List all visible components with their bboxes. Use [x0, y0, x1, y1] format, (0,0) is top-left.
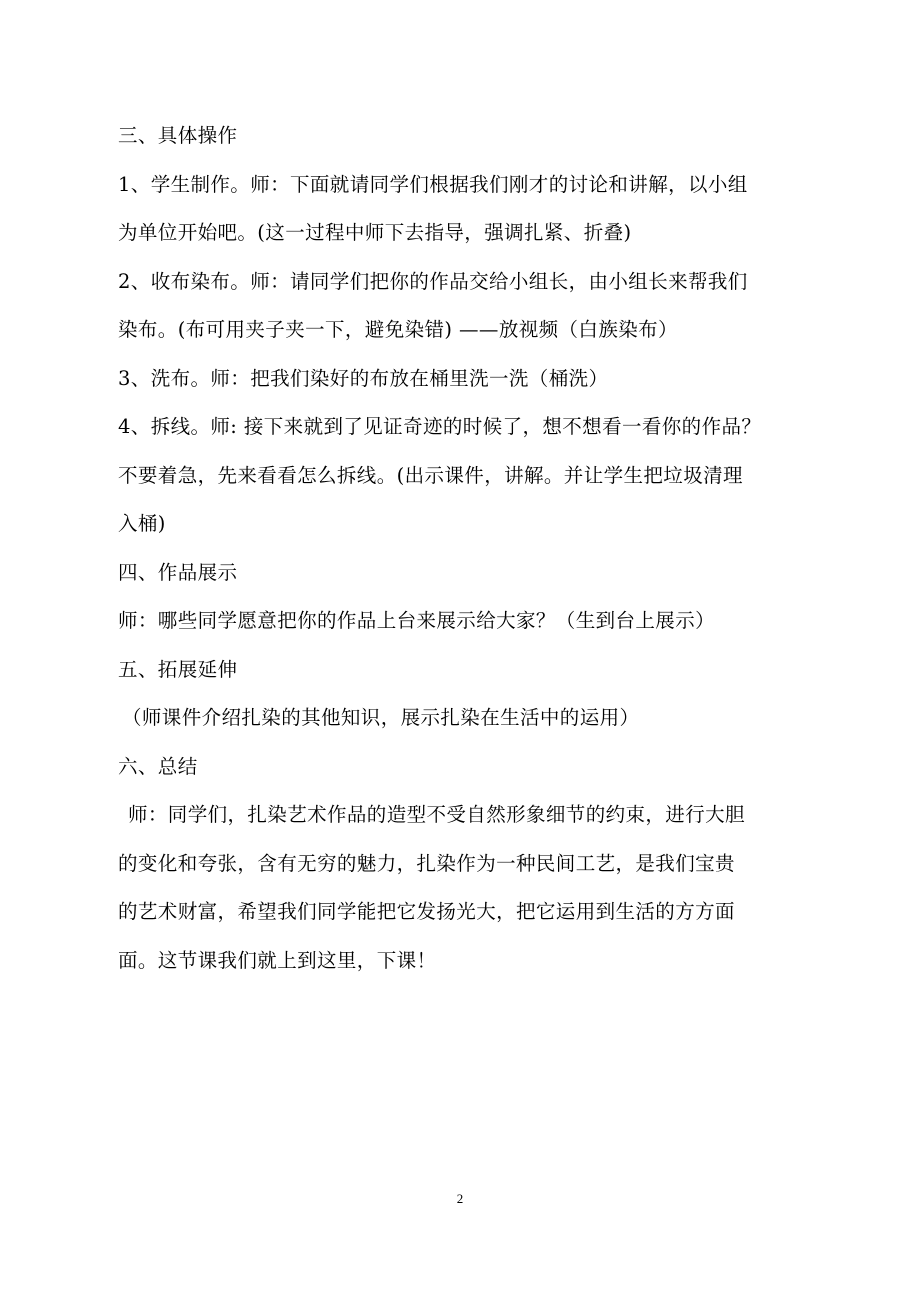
- paragraph-line: 染布。(布可用夹子夹一下，避免染错) ——放视频（白族染布）: [118, 318, 678, 341]
- page-number: 2: [456, 1191, 464, 1206]
- paragraph-line: 不要着急，先来看看怎么拆线。(出示课件，讲解。并让学生把垃圾清理: [118, 463, 743, 487]
- paragraph-line: 的变化和夸张，含有无穷的魅力，扎染作为一种民间工艺，是我们宝贵: [118, 851, 735, 875]
- paragraph-line: 师：同学们，扎染艺术作品的造型不受自然形象细节的约束，进行大胆: [128, 803, 745, 826]
- section-heading-summary: 六、总结: [118, 754, 198, 778]
- paragraph-line: 师：哪些同学愿意把你的作品上台来展示给大家？（生到台上展示）: [118, 609, 716, 632]
- paragraph-line: 2、收布染布。师：请同学们把你的作品交给小组长，由小组长来帮我们: [118, 269, 748, 293]
- paragraph-line: 3、洗布。师：把我们染好的布放在桶里洗一洗（桶洗）: [118, 366, 609, 390]
- document-body: [118, 112, 808, 985]
- section-heading-extension: 五、拓展延伸: [118, 657, 238, 681]
- section-heading-display: 四、作品展示: [118, 560, 238, 584]
- paragraph-line: 为单位开始吧。(这一过程中师下去指导，强调扎紧、折叠): [118, 221, 632, 244]
- paragraph-line: 入桶): [118, 512, 166, 535]
- paragraph-line: 1、学生制作。师：下面就请同学们根据我们刚才的讨论和讲解，以小组: [118, 172, 748, 196]
- paragraph-line: 面。这节课我们就上到这里，下课！: [118, 948, 437, 972]
- paragraph-line: 的艺术财富，希望我们同学能把它发扬光大，把它运用到生活的方方面: [118, 900, 735, 923]
- paragraph-line: 4、拆线。师: 接下来就到了见证奇迹的时候了，想不想看一看你的作品？: [118, 415, 762, 438]
- paragraph-line: （师课件介绍扎染的其他知识，展示扎染在生活中的运用）: [122, 706, 640, 729]
- section-heading-operation: 三、具体操作: [118, 124, 238, 147]
